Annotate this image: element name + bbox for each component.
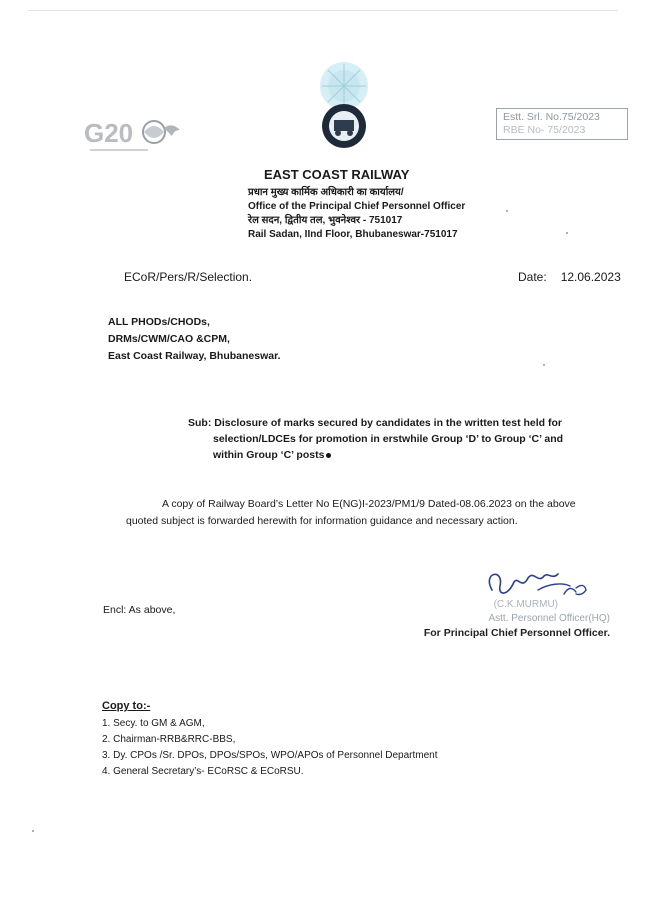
subject-line: Sub: Disclosure of marks secured by candidates in the written test held for <box>188 417 563 429</box>
date-label: Date: <box>518 270 547 284</box>
copy-to-item: 4. General Secretary’s- ECoRSC & ECoRSU. <box>102 766 304 777</box>
copy-to-item: 1. Secy. to GM & AGM, <box>102 718 205 729</box>
copy-to-block <box>102 698 437 780</box>
scan-speck <box>506 210 508 212</box>
signatory-designation: Astt. Personnel Officer(HQ) <box>488 613 610 624</box>
subject-block <box>188 415 588 463</box>
copy-to-item: 2. Chairman-RRB&RRC-BBS, <box>102 734 236 745</box>
letterhead <box>248 168 548 242</box>
stamp-rbe: RBE No- 75/2023 <box>503 124 586 136</box>
letter-date <box>518 270 621 284</box>
org-name: EAST COAST RAILWAY <box>264 167 410 182</box>
scan-speck <box>543 364 545 366</box>
scan-speck <box>32 830 34 832</box>
g20-logo <box>84 116 194 156</box>
g20-logo-text: G20 <box>84 118 134 148</box>
scan-speck <box>566 232 568 234</box>
railway-emblem <box>312 60 376 152</box>
body-line: quoted subject is forwarded herewith for information guidance and necessary action. <box>126 515 518 527</box>
addressee-block <box>108 314 281 365</box>
addressee-line: East Coast Railway, Bhubaneswar. <box>108 350 281 362</box>
address-english: Rail Sadan, IInd Floor, Bhubaneswar-751017 <box>248 229 458 240</box>
bullet-mark <box>326 453 331 458</box>
stamp-serial: Estt. Srl. No.75/2023 <box>503 111 600 123</box>
reference-number: ECoR/Pers/R/Selection. <box>124 270 253 284</box>
registration-stamp <box>496 108 628 140</box>
enclosure-note: Encl: As above, <box>103 604 176 616</box>
signatory-name: (C.K.MURMU) <box>493 599 558 610</box>
office-hindi: प्रधान मुख्य कार्मिक अधिकारी का कार्यालय/ <box>248 187 404 198</box>
date-value: 12.06.2023 <box>560 270 621 284</box>
signatory-for-line: For Principal Chief Personnel Officer. <box>423 627 610 639</box>
subject-line: selection/LDCEs for promotion in erstwhile Group ‘D’ to Group ‘C’ and <box>213 433 564 445</box>
signatory-block <box>420 598 610 640</box>
office-english: Office of the Principal Chief Personnel Officer <box>248 201 466 212</box>
body-line: A copy of Railway Board’s Letter No E(NG)I-2023/PM1/9 Dated-08.06.2023 on the above <box>162 498 576 510</box>
copy-to-heading: Copy to:- <box>102 700 151 712</box>
addressee-line: ALL PHODs/CHODs, <box>108 316 210 328</box>
address-hindi: रेल सदन, द्वितीय तल, भुवनेश्वर - 751017 <box>248 215 403 226</box>
copy-to-item: 3. Dy. CPOs /Sr. DPOs, DPOs/SPOs, WPO/APOs of Personnel Department <box>102 750 438 761</box>
addressee-line: DRMs/CWM/CAO &CPM, <box>108 333 230 345</box>
subject-line-last: within Group ‘C’ posts <box>188 447 588 463</box>
top-border <box>28 10 618 11</box>
body-paragraph <box>126 496 616 530</box>
